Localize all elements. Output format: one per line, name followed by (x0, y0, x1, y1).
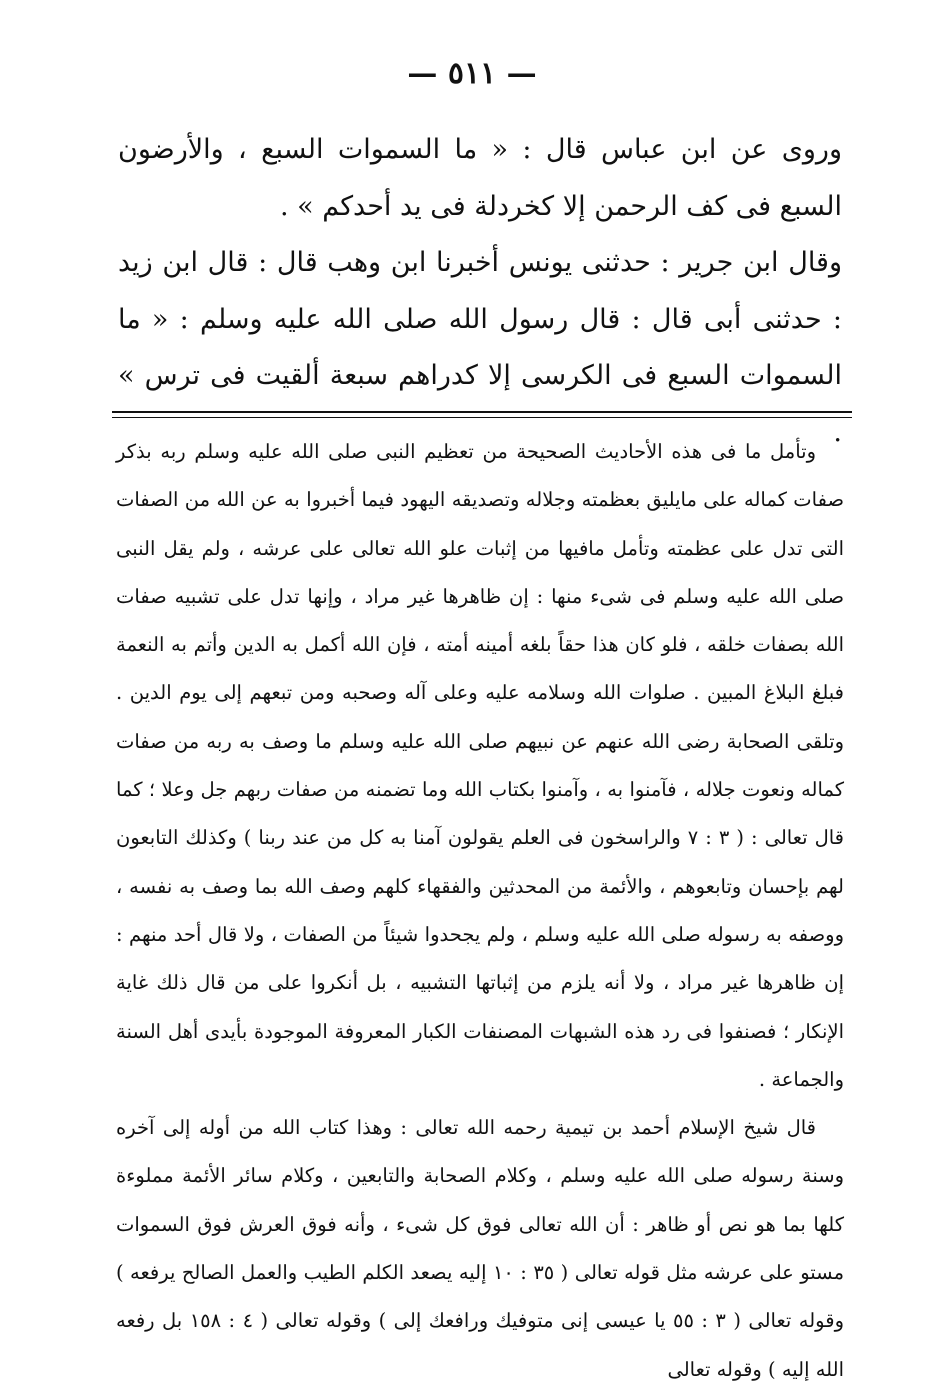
footnote-separator-rule (112, 417, 852, 418)
page-number: — ٥١١ — (407, 56, 537, 91)
footnote-paragraph: قال شيخ الإسلام أحمد بن تيمية رحمه الله تعالى : وهذا كتاب الله من أوله إلى آخره وسنة رسوله صلى الله عليه وسلم ، وكلام الصحابة والتابعين ، وكلام سائر الأئمة مملوءة كلها بما هو نص أو ظاهر : أن الله تعالى فوق كل شىء ، وأنه فوق العرش فوق السموات مستو على عرشه مثل قوله تعالى ( ٣٥ : ١٠ إليه يصعد الكلم الطيب والعمل الصالح يرفعه ) وقوله تعالى ( ٣ : ٥٥ يا عيسى إنى متوفيك ورافعك إلى ) وقوله تعالى ( ٤ : ١٥٨ بل رفعه الله إليه ) وقوله تعالى (116, 1116, 845, 1381)
footnote-text (116, 428, 844, 1394)
footnote-paragraph: وتأمل ما فى هذه الأحاديث الصحيحة من تعظيم النبى صلى الله عليه وسلم ربه بذكر صفات كماله على مايليق بعظمته وجلاله وتصديقه اليهود فيما أخبروا به عن الله من الصفات التى تدل على عظمته وتأمل مافيها من إثبات علو الله تعالى على عرشه ، ولم يقل النبى صلى الله عليه وسلم فى شىء منها : إن ظاهرها غير مراد ، وإنها تدل على تشبيه صفات الله بصفات خلقه ، فلو كان هذا حقاً بلغه أمينه أمته ، فإن الله أكمل به الدين وأتم به النعمة فبلغ البلاغ المبين . صلوات الله وسلامه عليه وعلى آله وصحبه ومن تبعهم إلى يوم الدين . وتلقى الصحابة رضى الله عنهم عن نبيهم صلى الله عليه وسلم ما وصف به ربه من صفات كماله ونعوت جلاله ، فآمنوا به ، وآمنوا بكتاب الله وما تضمنه من صفات ربهم جل وعلا ؛ كما قال تعالى : ( ٣ : ٧ والراسخون فى العلم يقولون آمنا به كل من عند ربنا ) وكذلك التابعون لهم بإحسان وتابعوهم ، والأئمة من المحدثين والفقهاء كلهم وصف الله بما وصف به نفسه ، ووصفه به رسوله صلى الله عليه وسلم ، ولم يجحدوا شيئاً من الصفات ، ولا قال أحد منهم : إن ظاهرها غير مراد ، ولا أنه يلزم من إثباتها التشبيه ، بل أنكروا على من قال ذلك غاية الإنكار ؛ فصنفوا فى رد هذه الشبهات المصنفات الكبار المعروفة الموجودة بأيدى أهل السنة والجماعة . (116, 440, 845, 1091)
footnote-separator-rule (112, 411, 852, 413)
main-paragraph: وروى عن ابن عباس قال : « ما السموات السبع ، والأرضون السبع فى كف الرحمن إلا كخردلة فى يد أحدكم » . (118, 134, 842, 222)
main-paragraph: وقال ابن جرير : حدثنى يونس أخبرنا ابن وهب قال : قال ابن زيد : حدثنى أبى قال : قال رسول الله صلى الله عليه وسلم : « ما السموات السبع فى الكرسى إلا كدراهم سبعة ألقيت فى ترس » . (118, 247, 842, 448)
